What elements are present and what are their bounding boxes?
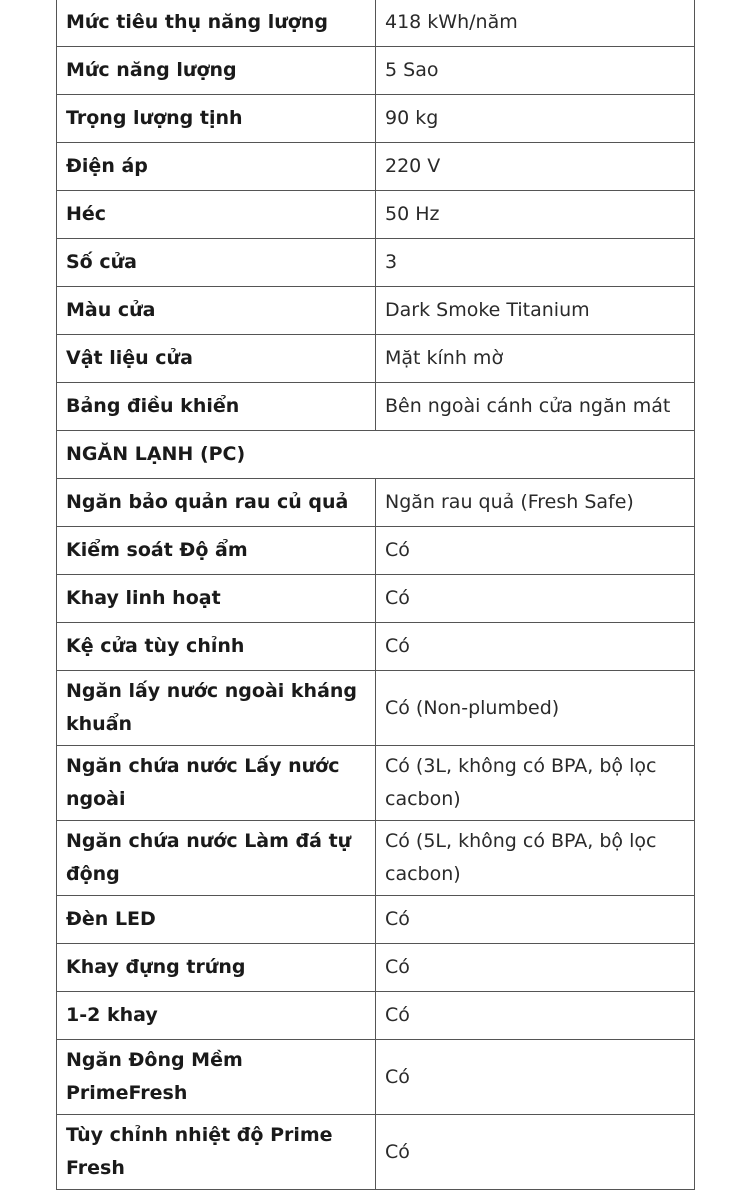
spec-label: Khay đựng trứng <box>57 944 376 992</box>
table-row <box>57 47 695 95</box>
spec-value: Có <box>376 527 695 575</box>
table-row <box>57 0 695 47</box>
spec-label: Ngăn chứa nước Lấy nước ngoài <box>57 746 376 821</box>
table-row <box>57 239 695 287</box>
table-row <box>57 944 695 992</box>
table-row <box>57 992 695 1040</box>
table-row <box>57 479 695 527</box>
spec-label: Đèn LED <box>57 896 376 944</box>
spec-label: Số cửa <box>57 239 376 287</box>
spec-label: Màu cửa <box>57 287 376 335</box>
table-row <box>57 896 695 944</box>
spec-value: 90 kg <box>376 95 695 143</box>
spec-label: Mức tiêu thụ năng lượng <box>57 0 376 47</box>
spec-table <box>56 0 695 1190</box>
table-row <box>57 1040 695 1115</box>
spec-value: Mặt kính mờ <box>376 335 695 383</box>
spec-value: Có <box>376 575 695 623</box>
table-row <box>57 335 695 383</box>
spec-value: Có (3L, không có BPA, bộ lọc cacbon) <box>376 746 695 821</box>
spec-value: 5 Sao <box>376 47 695 95</box>
spec-label: Tùy chỉnh nhiệt độ Prime Fresh <box>57 1115 376 1190</box>
table-row <box>57 191 695 239</box>
table-row <box>57 1115 695 1190</box>
spec-label: Mức năng lượng <box>57 47 376 95</box>
section-heading-row <box>57 431 695 479</box>
spec-value: 220 V <box>376 143 695 191</box>
spec-value: Có <box>376 896 695 944</box>
spec-label: Ngăn bảo quản rau củ quả <box>57 479 376 527</box>
spec-value: Bên ngoài cánh cửa ngăn mát <box>376 383 695 431</box>
spec-value: Ngăn rau quả (Fresh Safe) <box>376 479 695 527</box>
table-row <box>57 671 695 746</box>
spec-value: 50 Hz <box>376 191 695 239</box>
spec-value: Có <box>376 623 695 671</box>
spec-value: Dark Smoke Titanium <box>376 287 695 335</box>
section-heading: NGĂN LẠNH (PC) <box>57 431 695 479</box>
spec-label: 1-2 khay <box>57 992 376 1040</box>
spec-value: 3 <box>376 239 695 287</box>
spec-value: Có <box>376 944 695 992</box>
table-row <box>57 287 695 335</box>
spec-label: Bảng điều khiển <box>57 383 376 431</box>
table-row <box>57 527 695 575</box>
table-row <box>57 623 695 671</box>
table-row <box>57 383 695 431</box>
spec-label: Ngăn Đông Mềm PrimeFresh <box>57 1040 376 1115</box>
spec-label: Điện áp <box>57 143 376 191</box>
spec-label: Kệ cửa tùy chỉnh <box>57 623 376 671</box>
spec-label: Trọng lượng tịnh <box>57 95 376 143</box>
spec-label: Kiểm soát Độ ẩm <box>57 527 376 575</box>
table-row <box>57 95 695 143</box>
spec-label: Khay linh hoạt <box>57 575 376 623</box>
spec-value: Có (5L, không có BPA, bộ lọc cacbon) <box>376 821 695 896</box>
spec-value: Có <box>376 1040 695 1115</box>
spec-label: Ngăn lấy nước ngoài kháng khuẩn <box>57 671 376 746</box>
spec-value: Có (Non-plumbed) <box>376 671 695 746</box>
table-row <box>57 143 695 191</box>
spec-value: Có <box>376 992 695 1040</box>
spec-label: Ngăn chứa nước Làm đá tự động <box>57 821 376 896</box>
spec-value: 418 kWh/năm <box>376 0 695 47</box>
table-row <box>57 575 695 623</box>
table-row <box>57 821 695 896</box>
spec-label: Vật liệu cửa <box>57 335 376 383</box>
table-row <box>57 746 695 821</box>
spec-value: Có <box>376 1115 695 1190</box>
spec-label: Héc <box>57 191 376 239</box>
